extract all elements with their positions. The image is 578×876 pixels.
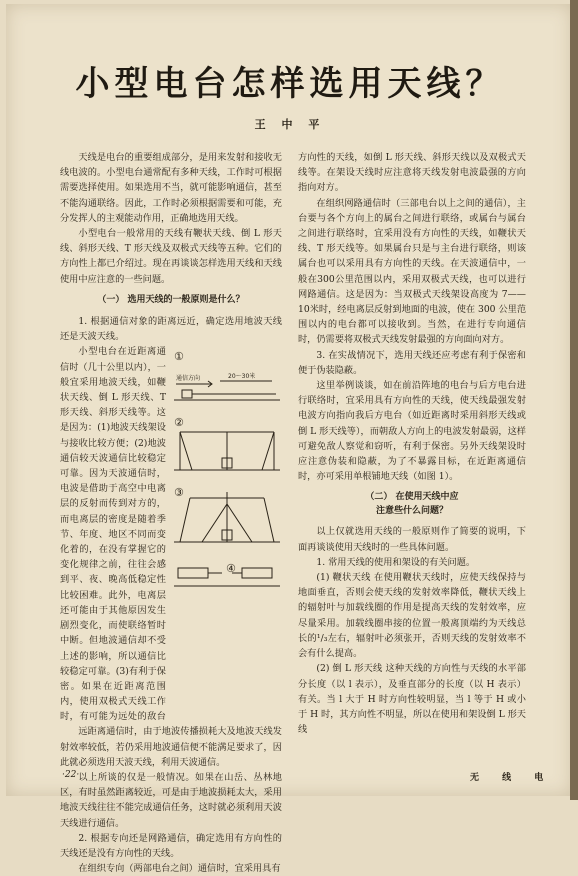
figure-number-2: ②	[174, 416, 184, 430]
section-heading: （一） 选用天线的一般原则是什么？	[97, 294, 245, 305]
section-heading-line-1: （二） 在使用天线中应	[365, 492, 459, 503]
article-title: 小型电台怎样选用天线？	[75, 64, 505, 104]
paragraph: 小型电台一般常用的天线有鞭状天线、倒 L 形天线、斜形天线、T 形天线及双极式天线等五种。它们的方向性上都已介绍过。现在再谈谈怎样选用天线和天线使用中应注意的一些问题。	[60, 228, 282, 285]
section-heading	[298, 490, 526, 518]
paragraph: 天线是电台的重要组成部分，是用来发射和接收无线电波的。小型电台通常配有多种天线，工作时可根据需要选择使用。如果选用不当，就可能影响通信，甚至不能沟通联络。因此，工作时必须根据需要和可能，充分发挥人的主观能动作用，正确地选用天线。	[60, 152, 282, 224]
wrapped-text	[60, 344, 166, 724]
right-column	[298, 150, 526, 737]
paragraph: (1) 鞭状天线 在使用鞭状天线时，应使天线保持与地面垂直，否则会使天线的发射效率降低，鞭状天线上的辐射叶与加载线圈的作用是提高天线的发射效率，应尽量采用。加载线圈串接的位置一般离顶端约为天线总长的¹/₃左右，辐射叶必须张开，否则天线的发射效率不会有什么提高。	[298, 572, 526, 660]
paragraph: 1. 常用天线的使用和架设的有关问题。	[316, 556, 476, 568]
paragraph: 在组织专向（两部电台之间）通信时，宜采用具有	[78, 863, 281, 875]
antenna-figure	[172, 346, 282, 724]
figure-number-4: ④	[226, 562, 236, 576]
paragraph: 以上所谈的仅是一般情况。如果在山岳、丛林地区，有时虽然距离较近，可是由于地波损耗太大，采用地波天线往往不能完成通信任务，这时就必须利用天波天线进行通信。	[60, 772, 282, 829]
paragraph: 远距离通信时，由于地波传播损耗大及地波天线发射效率较低，若仍采用地波通信便不能满足要求了，因此就必须选用天波天线，利用天波通信。	[60, 726, 282, 768]
page-edge	[570, 0, 578, 800]
section-heading-line-2: 注意些什么问题？	[375, 506, 448, 517]
distance-label: 20～30米	[228, 373, 256, 381]
left-column	[60, 150, 282, 876]
paragraph: 这里举例谈谈，如在前沿阵地的电台与后方电台进行联络时，宜采用具有方向性的天线，使天线最强发射电波方向指向我后方电台（如近距离时采用斜形天线或倒 L 形天线等），而朝敌人方向上的电波发射最弱，这样可避免敌人察觉和窃听，有利于保密。另外天线架设时应注意伪装和隐蔽，为了不暴露目标，在近距离通信时，亦可采用单根铺地天线（如图 1）。	[298, 380, 526, 483]
author: 王 中 平	[254, 118, 326, 131]
page-number: ·22·	[62, 770, 80, 780]
paragraph: 小型电台在近距离通信时（几十公里以内），一般宜采用地波天线，如鞭状天线、倒 L 形天线、T 形天线、斜形天线等。这是因为：(1)地波天线架设与接收比较方便；(2)地波通信较天波通信比较稳定可靠。因为天波通信时，电波是借助于高空中电离层的反射而传到对方的，而电离层的密度是随着季节、年度、地区不同而变化着的，在没有掌握它的变化规律之前，往往会感到平、夜、晚高低稳定性比较困难。此外，电离层还可能由于其他原因发生剧烈变化，而使联络暂时中断。但地波通信却不受上述的影响，所以通信比较稳定可靠。(3)有利于保密。如果在近距离范围内，使用双极式天线工作时，有可能为远处的敌台	[60, 346, 166, 723]
paragraph: 2. 根据专向还是网路通信，确定选用有方向性的天线还是没有方向性的天线。	[60, 832, 282, 860]
figure-number-1: ①	[174, 350, 184, 364]
paragraph: 3. 在实战情况下，选用天线还应考虑有利于保密和便于伪装隐蔽。	[298, 349, 526, 376]
paragraph: 1. 根据通信对象的距离远近，确定选用地波天线还是天波天线。	[60, 316, 282, 343]
paragraph: (2) 倒 L 形天线 这种天线的方向性与天线的水平部分长度（以 l 表示），及垂直部分的长度（以 H 表示）有关。当 l 大于 H 时方向性较明显，当 l 等于 H 或小于 H 时，其方向性不明显，所以在使用和架设倒 L 形天线	[298, 663, 526, 736]
direction-label: 通信方向	[176, 375, 201, 383]
paragraph: 方向性的天线，如倒 L 形天线、斜形天线以及双极式天线等。在架设天线时应注意将天线发射电波最强的方向指向对方。	[298, 152, 526, 194]
magazine-name: 无 线 电	[470, 773, 554, 783]
figure-number-3: ③	[174, 486, 184, 500]
paragraph: 在组织网路通信时（三部电台以上之间的通信），主台要与各个方向上的属台之间进行联络，或属台与属台之间进行联络时，宜采用没有方向性的天线，如鞭状天线、T 形天线等。如果属台只是与主台进行联络，则该属台也可以采用具有方向性的天线。在天波通信中，一般在300公里范围以内，采用双极式天线，也可以进行网路通信。这是因为：当双极式天线架设高度为 7——10米时，经电离层反射到地面的电波，使在 300 公里范围以内的电台都可以接收到。当然，在进行专向通信时，仍需要将双极式天线发射最强的方向面向对方。	[298, 197, 527, 346]
antenna-diagram	[172, 346, 282, 616]
text-with-figure	[60, 344, 282, 724]
paragraph: 以上仅就选用天线的一般原则作了简要的说明，下面再谈谈使用天线时的一些具体问题。	[298, 526, 526, 553]
